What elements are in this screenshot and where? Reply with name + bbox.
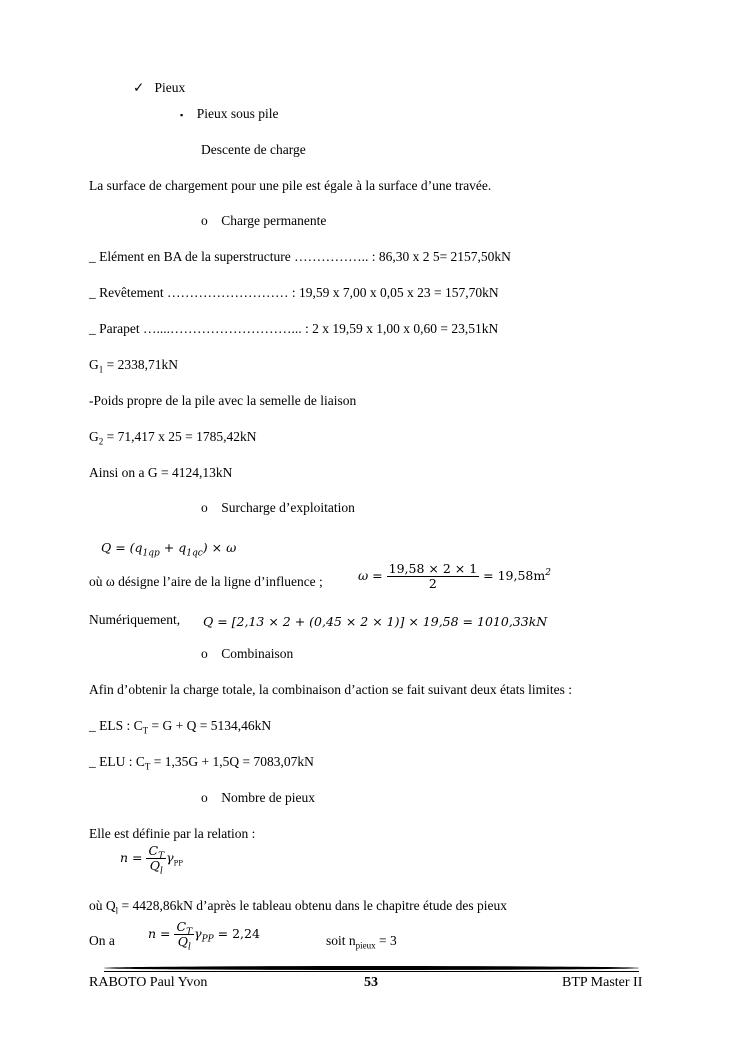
sub-text: Combinaison [221, 646, 294, 661]
omega-description: où ω désigne l’aire de la ligne d’influence ; [89, 574, 323, 589]
footer-course: BTP Master II [562, 975, 643, 990]
circle-bullet-icon: o [201, 500, 208, 515]
bullet-text: Pieux [154, 80, 186, 95]
sub-surcharge [201, 500, 355, 516]
g1-value: $G_1 = 2338,71kN$ [89, 357, 178, 375]
paragraph-elle: Elle est définie par la relation : [89, 826, 256, 841]
check-icon: ✓ [133, 80, 145, 95]
footer-author: RABOTO Paul Yvon [89, 975, 208, 990]
line-elu: _ ELU : $C_T = 1,35G + 1,5Q = 7083,07kN$ [89, 754, 314, 772]
line-revetement: _ Revêtement ……………………… : 19,59 x 7,00 x 0,05 x 23 = 157,70kN [89, 285, 499, 300]
paragraph-ainsi: Ainsi on a G = 4124,13kN [89, 465, 233, 480]
sub-text: Surcharge d’exploitation [221, 500, 355, 515]
sub-combinaison [201, 646, 293, 662]
sub-text: Charge permanente [221, 213, 327, 228]
square-bullet-icon: ▪ [180, 110, 184, 120]
paragraph-surface: La surface de chargement pour une pile est égale à la surface d’une travée. [89, 178, 492, 193]
circle-bullet-icon: o [201, 646, 208, 661]
circle-bullet-icon: o [201, 790, 208, 805]
numeriquement-label: Numériquement, [89, 612, 181, 627]
bullet-pieux [133, 80, 185, 96]
formula-n: n = $\frac{C_T}{Q_l}$ $\gamma_{PP}$ [120, 843, 183, 877]
sub-charge-permanente [201, 213, 326, 229]
g2-value: $G_2 = 71,417$ x 25 = 1785,42kN [89, 429, 257, 447]
line-ql: où $Q_l = 4428,86kN$ d’après le tableau obtenu dans le chapitre étude des pieux [89, 898, 508, 916]
sub-text: Nombre de pieux [221, 790, 315, 805]
sub-nombre-pieux [201, 790, 315, 806]
line-element-ba: _ Elément en BA de la superstructure …………….. : 86,30 x 2 5= 2157,50kN [89, 249, 511, 264]
paragraph-poids: -Poids propre de la pile avec la semelle de liaison [89, 393, 357, 408]
descente-heading: Descente de charge [201, 142, 306, 157]
formula-omega: ω = $\frac{19,58 \times 2 \times 1}{2}$ = $19,58m^2$ [358, 561, 551, 591]
line-soit: soit $n_{pieux} = 3$ [326, 933, 397, 951]
line-els: _ ELS : $C_T = G + Q = 5134,46kN$ [89, 718, 272, 736]
footer-rule [104, 966, 639, 970]
formula-q: $Q = (q_{1qp} + q_{1qc}) \times \omega$ [101, 540, 237, 559]
bullet-pieux-sous-pile [180, 106, 278, 123]
paragraph-afin: Afin d’obtenir la charge totale, la combinaison d’action se fait suivant deux états limites : [89, 682, 572, 697]
bullet-text: Pieux sous pile [196, 106, 279, 121]
line-parapet: _ Parapet …....………………………... : 2 x 19,59 x 1,00 x 0,60 = 23,51kN [89, 321, 499, 336]
page-number: 53 [364, 975, 378, 990]
formula-numerique: Q = [2,13 × 2 + (0,45 × 2 × 1)] × 19,58 = 1010,33kN [203, 614, 548, 629]
circle-bullet-icon: o [201, 213, 208, 228]
footer-rule-thin [104, 971, 639, 972]
on-a-label: On a [89, 933, 115, 948]
formula-n2: n = $\frac{C_T}{Q_l}$ $\gamma_{PP} = 2,24$ [148, 919, 260, 953]
